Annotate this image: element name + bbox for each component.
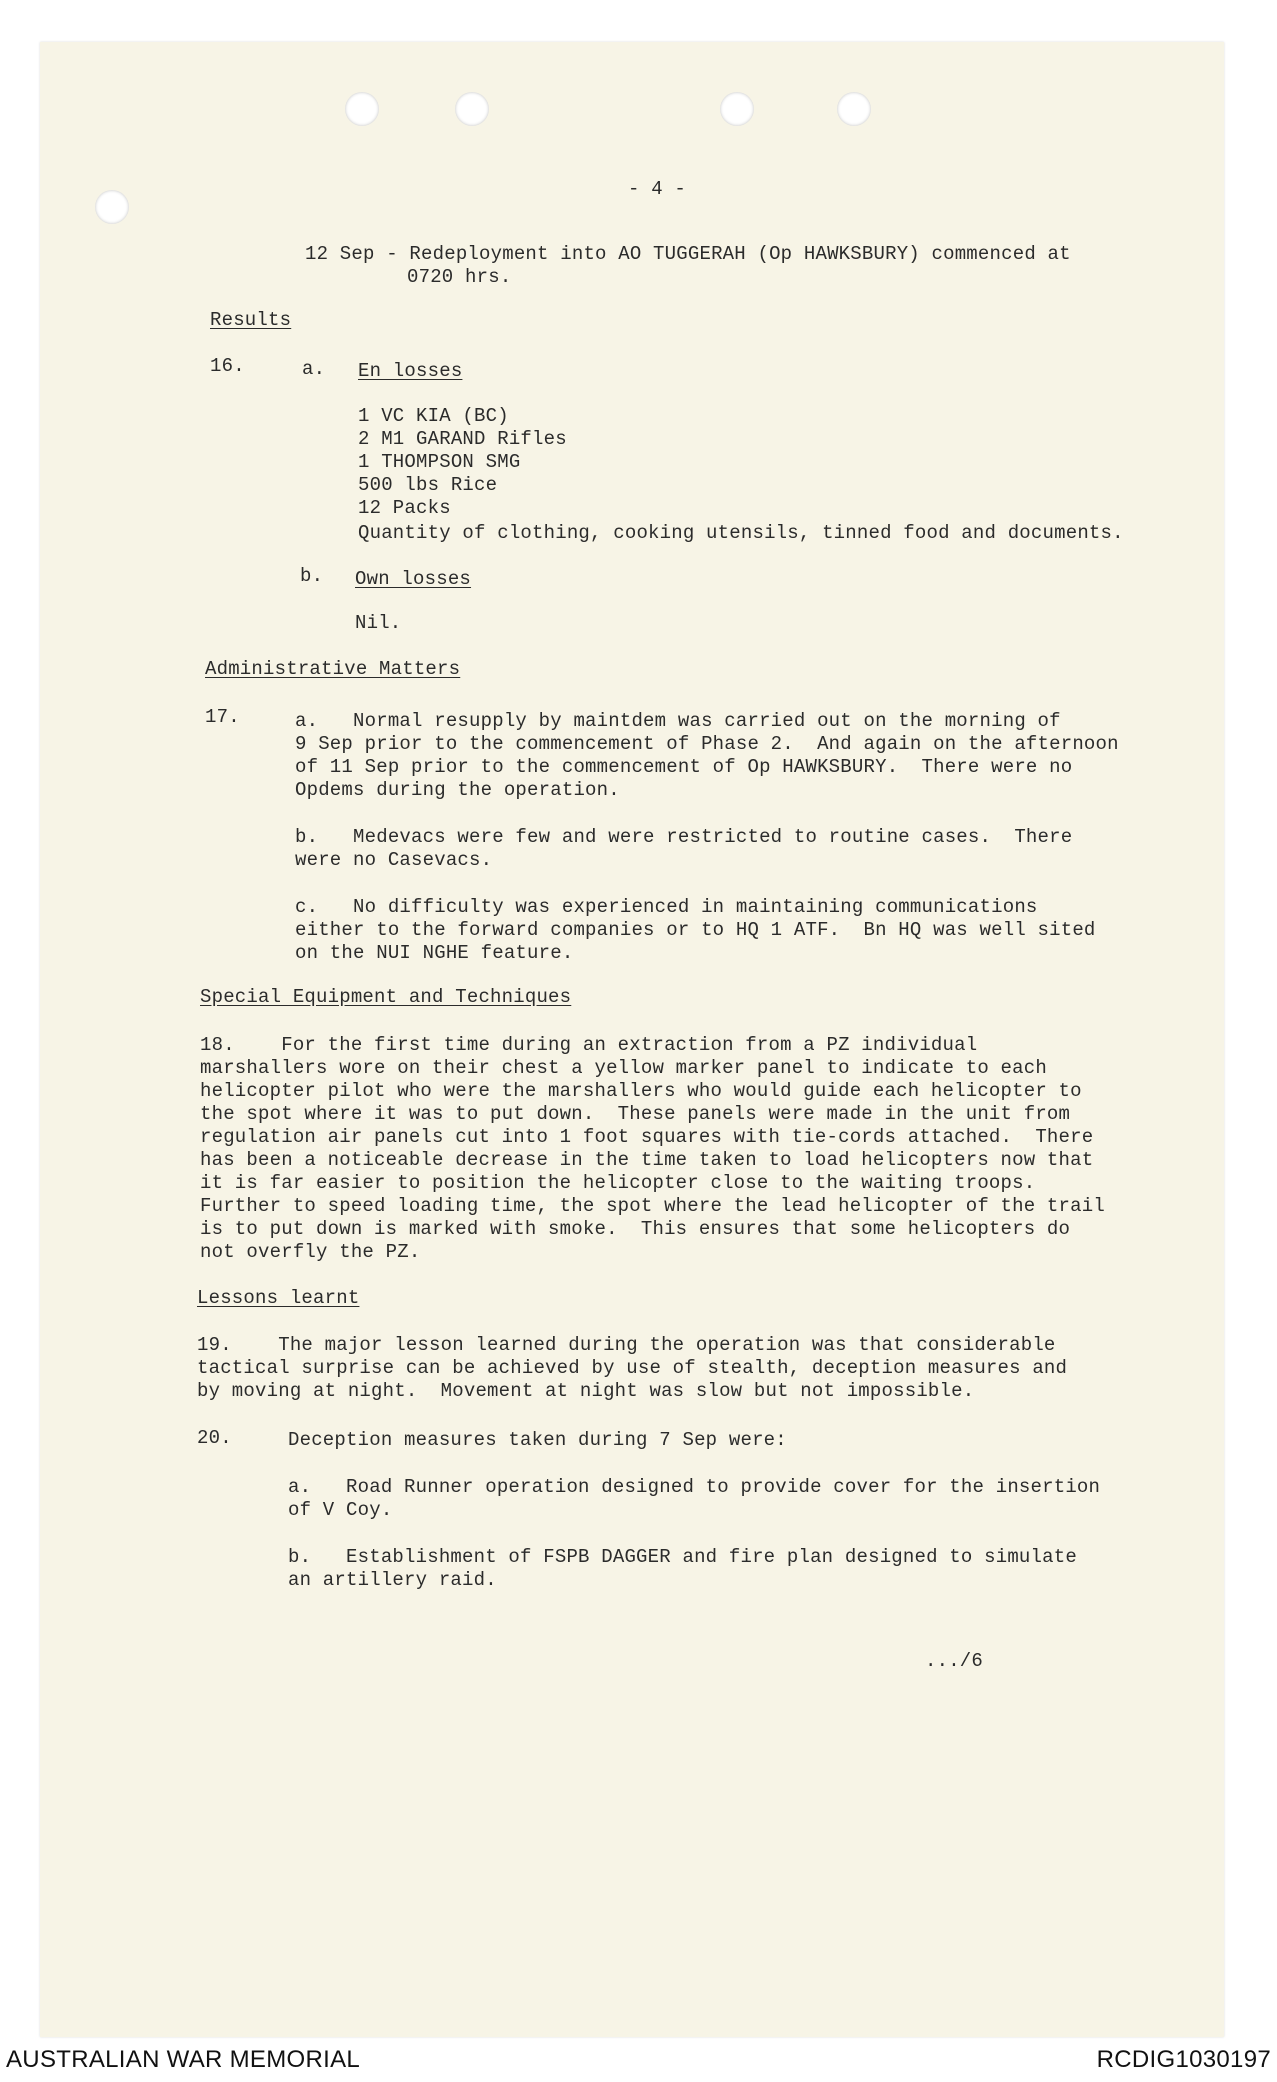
page-number: - 4 - [628, 178, 687, 200]
para-16-number: 16. [210, 355, 245, 377]
para-17-a-line: a. Normal resupply by maintdem was carried out on the morning of [295, 710, 1061, 732]
enemy-loss-item: 12 Packs [358, 497, 451, 519]
para-18-line: regulation air panels cut into 1 foot squares with tie-cords attached. There [200, 1126, 1094, 1148]
para-17-b-line: b. Medevacs were few and were restricted to routine cases. There [295, 826, 1073, 848]
enemy-loss-item: Quantity of clothing, cooking utensils, tinned food and documents. [358, 522, 1124, 544]
para-20-a-line: of V Coy. [288, 1499, 393, 1521]
para-17-number: 17. [205, 706, 240, 728]
results-heading: Results [210, 309, 292, 331]
continuation-marker: .../6 [925, 1650, 984, 1672]
para-16-b-label: b. [300, 565, 324, 587]
para-19-line: by moving at night. Movement at night was slow but not impossible. [197, 1380, 975, 1402]
enemy-loss-item: 1 VC KIA (BC) [358, 405, 509, 427]
punch-hole [345, 92, 379, 126]
para-17-a-line: 9 Sep prior to the commencement of Phase 2. And again on the afternoon [295, 733, 1119, 755]
admin-heading: Administrative Matters [205, 658, 461, 680]
para-18-line: has been a noticeable decrease in the time taken to load helicopters now that [200, 1149, 1094, 1171]
enemy-losses-heading: En losses [358, 360, 463, 382]
para-17-a-line: of 11 Sep prior to the commencement of Op HAWKSBURY. There were no [295, 756, 1073, 778]
para-20-b-line: an artillery raid. [288, 1569, 497, 1591]
own-losses-value: Nil. [355, 612, 402, 634]
lessons-heading: Lessons learnt [197, 1287, 360, 1309]
para-17-c-line: either to the forward companies or to HQ 1 ATF. Bn HQ was well sited [295, 919, 1096, 941]
para-19-line: 19. The major lesson learned during the operation was that considerable [197, 1334, 1056, 1356]
intro-line-2: 0720 hrs. [407, 266, 512, 288]
para-18-line: helicopter pilot who were the marshallers who would guide each helicopter to [200, 1080, 1082, 1102]
punch-hole [95, 190, 129, 224]
para-17-c-line: c. No difficulty was experienced in maintaining communications [295, 896, 1038, 918]
para-17-a-line: Opdems during the operation. [295, 779, 620, 801]
para-20-b-line: b. Establishment of FSPB DAGGER and fire plan designed to simulate [288, 1546, 1077, 1568]
footer-left-label: AUSTRALIAN WAR MEMORIAL [6, 2046, 361, 2073]
para-20-number: 20. [197, 1427, 232, 1449]
own-losses-heading: Own losses [355, 568, 472, 590]
para-18-line: 18. For the first time during an extraction from a PZ individual [200, 1034, 978, 1056]
para-16-a-label: a. [302, 358, 326, 380]
para-18-line: marshallers wore on their chest a yellow marker panel to indicate to each [200, 1057, 1047, 1079]
enemy-loss-item: 1 THOMPSON SMG [358, 451, 521, 473]
footer-right-label: RCDIG1030197 [1096, 2046, 1271, 2073]
enemy-loss-item: 2 M1 GARAND Rifles [358, 428, 567, 450]
punch-hole [455, 92, 489, 126]
punch-hole [720, 92, 754, 126]
para-17-c-line: on the NUI NGHE feature. [295, 942, 574, 964]
punch-hole [837, 92, 871, 126]
special-heading: Special Equipment and Techniques [200, 986, 572, 1008]
enemy-loss-item: 500 lbs Rice [358, 474, 498, 496]
para-18-line: it is far easier to position the helicopter close to the waiting troops. [200, 1172, 1036, 1194]
para-18-line: not overfly the PZ. [200, 1241, 421, 1263]
para-20-a-line: a. Road Runner operation designed to provide cover for the insertion [288, 1476, 1101, 1498]
para-20-intro: Deception measures taken during 7 Sep were: [288, 1429, 787, 1451]
para-18-line: the spot where it was to put down. These panels were made in the unit from [200, 1103, 1071, 1125]
intro-line-1: 12 Sep - Redeployment into AO TUGGERAH (Op HAWKSBURY) commenced at [305, 243, 1071, 265]
para-19-line: tactical surprise can be achieved by use of stealth, deception measures and [197, 1357, 1068, 1379]
para-18-line: Further to speed loading time, the spot where the lead helicopter of the trail [200, 1195, 1105, 1217]
para-18-line: is to put down is marked with smoke. This ensures that some helicopters do [200, 1218, 1071, 1240]
para-17-b-line: were no Casevacs. [295, 849, 493, 871]
